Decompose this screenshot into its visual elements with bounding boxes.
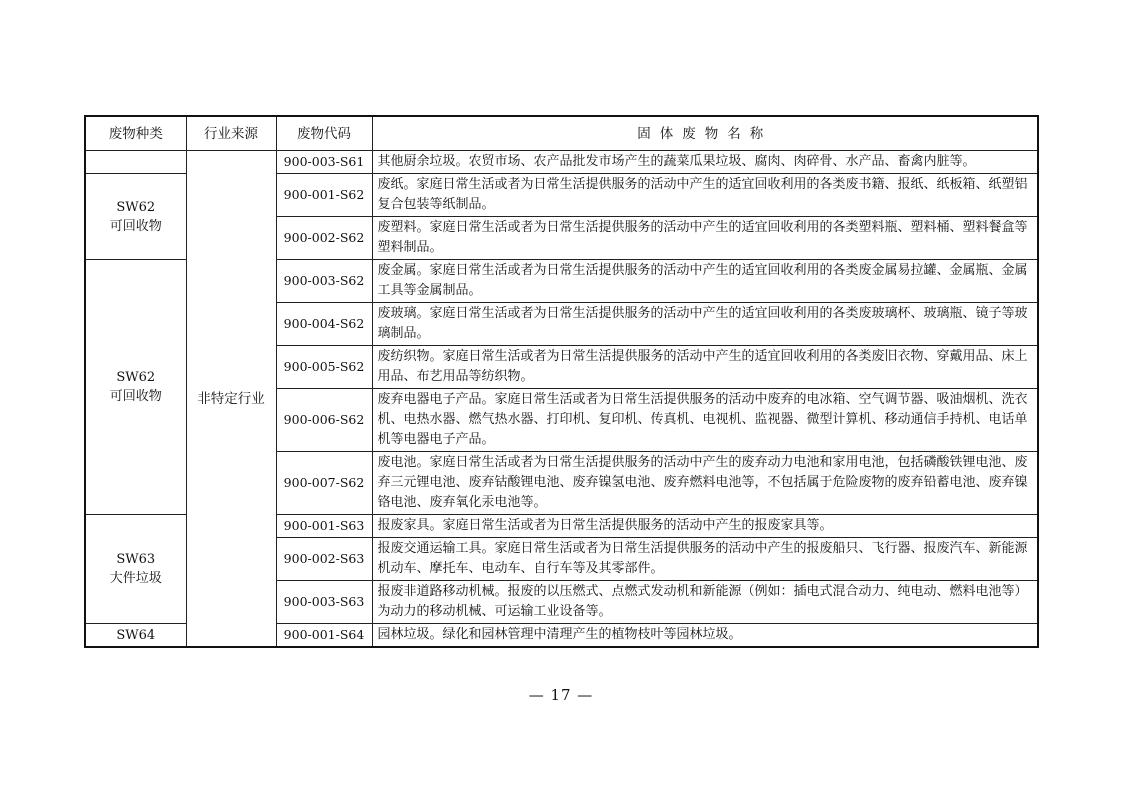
waste-description: 废金属。家庭日常生活或者为日常生活提供服务的活动中产生的适宜回收利用的各类废金属易拉罐、金属瓶、金属工具等金属制品。	[372, 260, 1038, 303]
category-name: 大件垃圾	[109, 571, 162, 586]
table-header-row	[85, 116, 1038, 151]
waste-code: 900-005-S62	[276, 346, 372, 389]
waste-table-container	[84, 115, 1039, 648]
waste-description: 废纸。家庭日常生活或者为日常生活提供服务的活动中产生的适宜回收利用的各类废书籍、报纸、纸板箱、纸塑铝复合包装等纸制品。	[372, 174, 1038, 217]
table-row	[85, 151, 1038, 174]
waste-code: 900-003-S61	[276, 151, 372, 174]
category-cell	[85, 174, 186, 260]
waste-description: 园林垃圾。绿化和园林管理中清理产生的植物枝叶等园林垃圾。	[372, 624, 1038, 648]
solid-waste-table	[84, 115, 1039, 648]
category-name: 可回收物	[109, 218, 162, 234]
category-name: 可回收物	[109, 389, 162, 404]
waste-code: 900-002-S62	[276, 217, 372, 260]
waste-code: 900-006-S62	[276, 389, 372, 452]
waste-description: 其他厨余垃圾。农贸市场、农产品批发市场产生的蔬菜瓜果垃圾、腐肉、肉碎骨、水产品、畜禽内脏等。	[372, 151, 1038, 174]
waste-code: 900-003-S63	[276, 581, 372, 624]
category-cell	[85, 260, 186, 515]
header-code: 废物代码	[276, 116, 372, 151]
waste-code: 900-001-S62	[276, 174, 372, 217]
category-code: SW62	[116, 370, 156, 385]
category-code: SW64	[116, 627, 156, 643]
sector-cell: 非特定行业	[186, 151, 276, 648]
category-cell	[85, 515, 186, 624]
waste-description: 报废非道路移动机械。报废的以压燃式、点燃式发动机和新能源（例如：插电式混合动力、纯电动、燃料电池等）为动力的移动机械、可运输工业设备等。	[372, 581, 1038, 624]
waste-code: 900-003-S62	[276, 260, 372, 303]
page-number: — 17 —	[528, 686, 594, 704]
header-name: 固体废物名称	[372, 116, 1038, 151]
waste-description: 报废交通运输工具。家庭日常生活或者为日常生活提供服务的活动中产生的报废船只、飞行器、报废汽车、新能源机动车、摩托车、电动车、自行车等及其零部件。	[372, 538, 1038, 581]
category-cell	[85, 151, 186, 174]
waste-code: 900-001-S63	[276, 515, 372, 538]
waste-code: 900-007-S62	[276, 452, 372, 515]
header-sector: 行业来源	[186, 116, 276, 151]
waste-code: 900-004-S62	[276, 303, 372, 346]
category-code: SW62	[116, 199, 156, 215]
waste-code: 900-002-S63	[276, 538, 372, 581]
category-cell	[85, 624, 186, 648]
waste-description: 废弃电器电子产品。家庭日常生活或者为日常生活提供服务的活动中废弃的电冰箱、空气调节器、吸油烟机、洗衣机、电热水器、燃气热水器、打印机、复印机、传真机、电视机、监视器、微型计算机、移动通信手持机、电话单机等电器电子产品。	[372, 389, 1038, 452]
waste-description: 报废家具。家庭日常生活或者为日常生活提供服务的活动中产生的报废家具等。	[372, 515, 1038, 538]
category-code: SW63	[116, 552, 156, 567]
waste-description: 废塑料。家庭日常生活或者为日常生活提供服务的活动中产生的适宜回收利用的各类塑料瓶、塑料桶、塑料餐盒等塑料制品。	[372, 217, 1038, 260]
waste-description: 废纺织物。家庭日常生活或者为日常生活提供服务的活动中产生的适宜回收利用的各类废旧衣物、穿戴用品、床上用品、布艺用品等纺织物。	[372, 346, 1038, 389]
waste-description: 废电池。家庭日常生活或者为日常生活提供服务的活动中产生的废弃动力电池和家用电池，包括磷酸铁锂电池、废弃三元锂电池、废弃钴酸锂电池、废弃镍氢电池、废弃燃料电池等，不包括属于危险废物的废弃铅蓄电池、废弃镍铬电池、废弃氧化汞电池等。	[372, 452, 1038, 515]
header-category: 废物种类	[85, 116, 186, 151]
waste-code: 900-001-S64	[276, 624, 372, 648]
waste-description: 废玻璃。家庭日常生活或者为日常生活提供服务的活动中产生的适宜回收利用的各类废玻璃杯、玻璃瓶、镜子等玻璃制品。	[372, 303, 1038, 346]
